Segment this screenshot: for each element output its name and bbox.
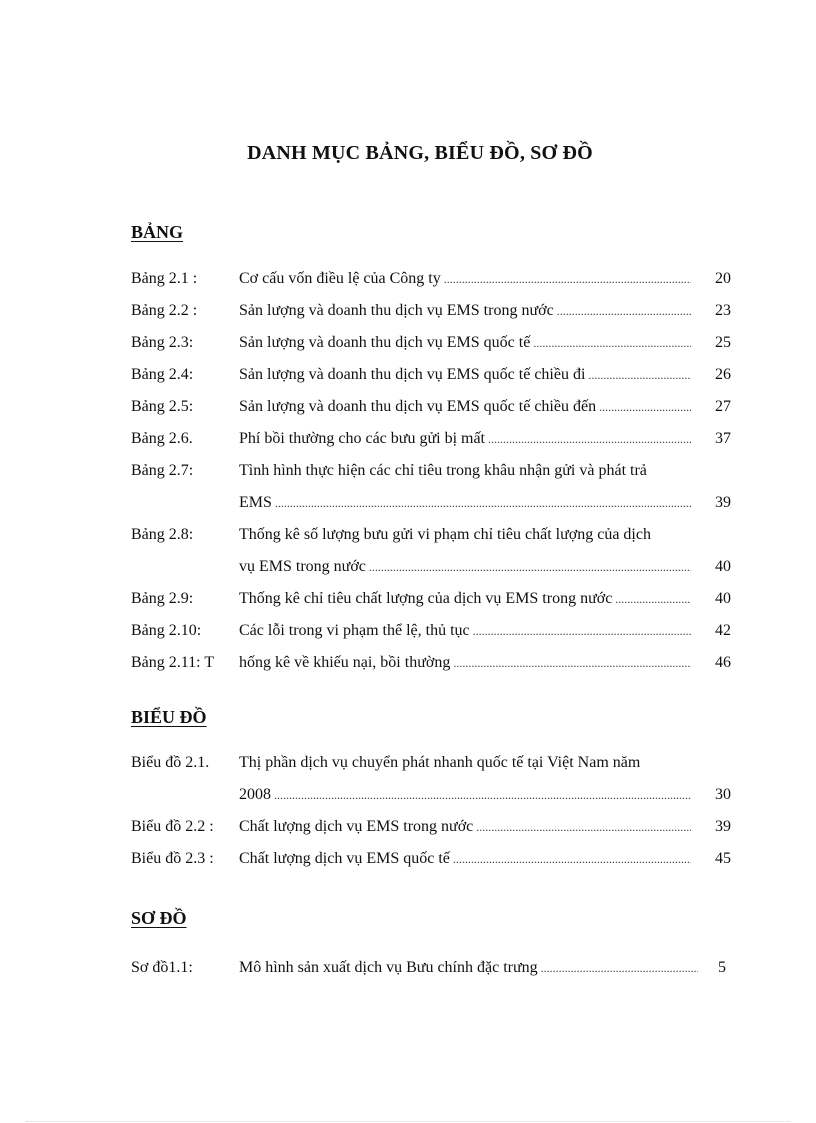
entry-text-continued: EMS: [239, 494, 272, 511]
toc-entry[interactable]: [131, 843, 731, 875]
toc-entry[interactable]: [131, 647, 731, 679]
entry-text-continued: 2008: [239, 786, 271, 803]
dot-leader: [453, 647, 691, 679]
toc-entry[interactable]: [131, 455, 731, 519]
entry-label: Bảng 2.2 :: [131, 302, 198, 319]
dot-leader: [444, 263, 691, 295]
entry-label: Biểu đồ 2.2 :: [131, 818, 214, 835]
entry-text: Chất lượng dịch vụ EMS trong nước: [239, 818, 474, 835]
entry-label: Bảng 2.7:: [131, 462, 194, 479]
dot-leader: [588, 359, 691, 391]
entry-text: Thị phần dịch vụ chuyển phát nhanh quốc tế tại Việt Nam năm: [239, 754, 641, 771]
dot-leader: [274, 779, 691, 811]
section-heading-bieu-do: BIỂU ĐỒ: [131, 707, 207, 727]
dot-leader: [369, 551, 691, 583]
section-heading-so-do: SƠ ĐỒ: [131, 908, 187, 928]
entry-text: Sản lượng và doanh thu dịch vụ EMS quốc tế chiều đi: [239, 366, 586, 383]
entry-label: Bảng 2.10:: [131, 622, 202, 639]
section-bieu-do: [131, 705, 207, 729]
dot-leader: [275, 487, 691, 519]
dot-leader: [541, 952, 698, 984]
entry-page: 25: [715, 334, 731, 351]
toc-entry[interactable]: [131, 519, 731, 583]
section-heading-bang: BẢNG: [131, 222, 184, 242]
entry-text-continued: vụ EMS trong nước: [239, 558, 366, 575]
entry-text: Các lỗi trong vi phạm thể lệ, thủ tục: [239, 622, 470, 639]
entry-text: Mô hình sản xuất dịch vụ Bưu chính đặc trưng: [239, 959, 538, 976]
entry-page: 40: [715, 590, 731, 607]
entry-text: Sản lượng và doanh thu dịch vụ EMS quốc tế: [239, 334, 531, 351]
entry-page: 5: [718, 959, 726, 976]
entry-text: Phí bồi thường cho các bưu gửi bị mất: [239, 430, 485, 447]
entry-page: 39: [715, 818, 731, 835]
entry-text: Sản lượng và doanh thu dịch vụ EMS quốc tế chiều đến: [239, 398, 597, 415]
entry-page: 26: [715, 366, 731, 383]
entry-label: Bảng 2.4:: [131, 366, 194, 383]
entry-label: Biểu đồ 2.3 :: [131, 850, 214, 867]
entry-label: Bảng 2.11: T: [131, 654, 215, 671]
entry-page: 20: [715, 270, 731, 287]
entry-label: Bảng 2.8:: [131, 526, 194, 543]
entry-page: 45: [715, 850, 731, 867]
section-bang: [131, 220, 183, 244]
toc-entry[interactable]: [131, 423, 731, 455]
entry-page: 40: [715, 558, 731, 575]
dot-leader: [615, 583, 691, 615]
toc-entry[interactable]: [131, 391, 731, 423]
toc-entry[interactable]: [131, 952, 726, 984]
entry-page: 39: [715, 494, 731, 511]
entry-page: 23: [715, 302, 731, 319]
entry-label: Bảng 2.3:: [131, 334, 194, 351]
entry-text: Thống kê chỉ tiêu chất lượng của dịch vụ EMS trong nước: [239, 590, 613, 607]
page-bottom-rule: [26, 1121, 790, 1122]
entry-text: Sản lượng và doanh thu dịch vụ EMS trong nước: [239, 302, 554, 319]
toc-entry[interactable]: [131, 747, 731, 811]
toc-entry[interactable]: [131, 295, 731, 327]
entry-text: Chất lượng dịch vụ EMS quốc tế: [239, 850, 450, 867]
entry-text: Cơ cấu vốn điều lệ của Công ty: [239, 270, 441, 287]
dot-leader: [599, 391, 691, 423]
page-title: DANH MỤC BẢNG, BIỂU ĐỒ, SƠ ĐỒ: [247, 142, 593, 164]
entry-page: 37: [715, 430, 731, 447]
entry-label: Sơ đồ1.1:: [131, 959, 193, 976]
toc-entry[interactable]: [131, 327, 731, 359]
dot-leader: [557, 295, 691, 327]
toc-entry[interactable]: [131, 359, 731, 391]
entry-text: hống kê về khiếu nại, bồi thường: [239, 654, 451, 671]
entry-text: Thống kê số lượng bưu gửi vi phạm chỉ tiêu chất lượng của dịch: [239, 526, 651, 543]
entry-label: Bảng 2.5:: [131, 398, 194, 415]
entry-page: 42: [715, 622, 731, 639]
entry-page: 27: [715, 398, 731, 415]
toc-entry[interactable]: [131, 583, 731, 615]
entry-page: 30: [715, 786, 731, 803]
dot-leader: [476, 811, 691, 843]
toc-entry[interactable]: [131, 263, 731, 295]
toc-entry[interactable]: [131, 615, 731, 647]
entry-page: 46: [715, 654, 731, 671]
dot-leader: [488, 423, 691, 455]
toc-entry[interactable]: [131, 811, 731, 843]
entry-text: Tình hình thực hiện các chỉ tiêu trong khâu nhận gửi và phát trả: [239, 462, 647, 479]
dot-leader: [473, 615, 691, 647]
entry-label: Biểu đồ 2.1.: [131, 754, 210, 771]
dot-leader: [533, 327, 691, 359]
entry-label: Bảng 2.6.: [131, 430, 193, 447]
dot-leader: [453, 843, 691, 875]
entry-label: Bảng 2.1 :: [131, 270, 198, 287]
section-so-do: [131, 906, 187, 930]
entry-label: Bảng 2.9:: [131, 590, 194, 607]
